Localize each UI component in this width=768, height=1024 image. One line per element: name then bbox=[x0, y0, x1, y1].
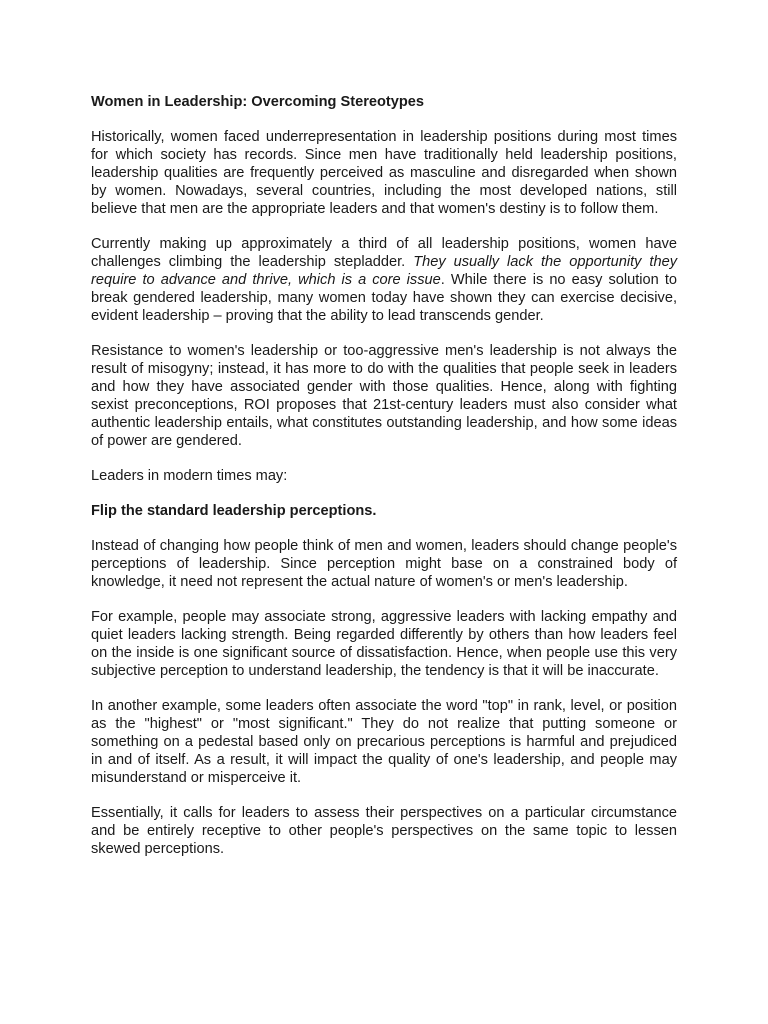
paragraph-historically: Historically, women faced underrepresentation in leadership positions during most times for which society has records. Since men have traditionally held leadership positions, leadership qualities are frequently perceived as masculine and disregarded when shown by women. Nowadays, several countries, including the most developed nations, still believe that men are the appropriate leaders and that women's destiny is to follow them. bbox=[91, 129, 677, 217]
section-heading: Flip the standard leadership perceptions. bbox=[91, 503, 377, 519]
paragraph-another-example: In another example, some leaders often associate the word "top" in rank, level, or position as the "highest" or "most significant." They do not realize that putting someone or something on a pedestal based only on precarious perceptions is harmful and prejudiced in and of itself. As a result, it will impact the quality of one's leadership, and people may misunderstand or misperceive it. bbox=[91, 698, 677, 786]
document-title: Women in Leadership: Overcoming Stereotypes bbox=[91, 94, 425, 110]
paragraph-currently-italic: They usually lack the opportunity they require to advance and thrive, which is a core issue bbox=[91, 254, 677, 288]
paragraph-currently-end: . While there is no easy solution to break gendered leadership, many women today have shown they can exercise decisive, evident leadership – proving that the ability to lead transcends gender. bbox=[91, 272, 678, 324]
paragraph-instead: Instead of changing how people think of men and women, leaders should change people's perceptions of leadership. Since perception might base on a constrained body of knowledge, it need not represent the actual nature of women's or men's leadership. bbox=[91, 538, 677, 590]
paragraph-for-example: For example, people may associate strong, aggressive leaders with lacking empathy and quiet leaders lacking strength. Being regarded differently by others than how leaders feel on the inside is one significant source of dissatisfaction. Hence, when people use this very subjective perception to understand leadership, the tendency is that it will be inaccurate. bbox=[91, 609, 677, 679]
paragraph-resistance: Resistance to women's leadership or too-aggressive men's leadership is not always the result of misogyny; instead, it has more to do with the qualities that people seek in leaders and how they have associated gender with those qualities. Hence, along with fighting sexist preconceptions, ROI proposes that 21st-century leaders must also consider what authentic leadership entails, what constitutes outstanding leadership, and how some ideas of power are gendered. bbox=[91, 343, 677, 449]
paragraph-essentially: Essentially, it calls for leaders to assess their perspectives on a particular circumstance and be entirely receptive to other people's perspectives on the same topic to lessen skewed perceptions. bbox=[91, 805, 677, 857]
paragraph-currently bbox=[91, 235, 677, 325]
document-page bbox=[91, 93, 677, 875]
paragraph-currently-start: Currently making up approximately a third of all leadership positions, women have challenges climbing the leadership stepladder. bbox=[91, 236, 677, 270]
paragraph-leaders-may: Leaders in modern times may: bbox=[91, 468, 288, 484]
